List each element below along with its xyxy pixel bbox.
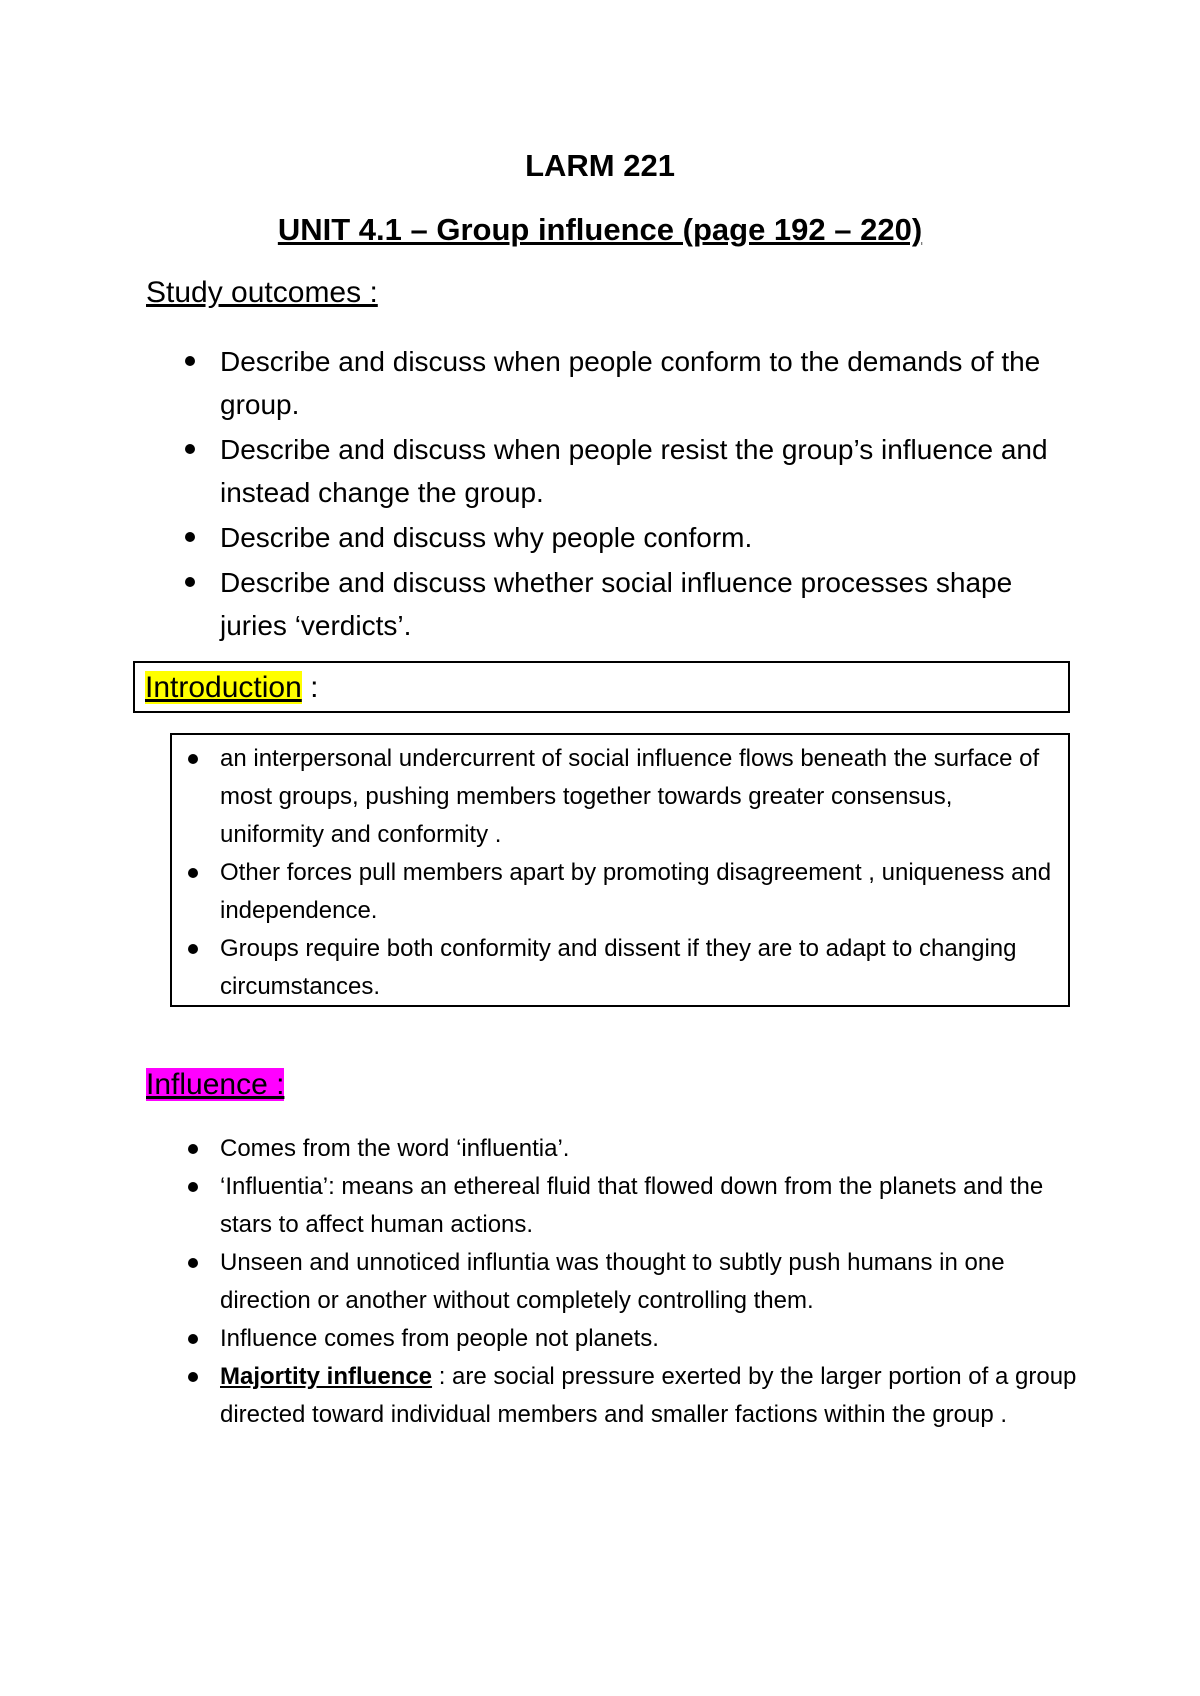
introduction-heading <box>145 671 318 705</box>
majority-influence-item <box>220 1358 1080 1434</box>
introduction-list <box>220 740 1060 1006</box>
list-item: an interpersonal undercurrent of social influence flows beneath the surface of most groups, pushing members together towards greater consensus, uniformity and conformity . <box>220 740 1060 854</box>
study-outcomes-heading: Study outcomes : <box>146 276 378 309</box>
list-item: Comes from the word ‘influentia’. <box>220 1130 1080 1168</box>
list-item: Describe and discuss when people resist the group’s influence and instead change the group. <box>220 428 1080 514</box>
introduction-heading-text: Introduction <box>145 671 302 704</box>
introduction-heading-colon: : <box>301 671 319 704</box>
unit-title: UNIT 4.1 – Group influence (page 192 – 220) <box>277 212 923 247</box>
course-code: LARM 221 <box>525 148 675 183</box>
list-item: Influence comes from people not planets. <box>220 1320 1080 1358</box>
influence-heading <box>146 1068 284 1102</box>
list-item: Describe and discuss when people conform to the demands of the group. <box>220 340 1080 426</box>
list-item: Other forces pull members apart by promoting disagreement , uniqueness and independence. <box>220 854 1060 930</box>
list-item: Describe and discuss whether social influence processes shape juries ‘verdicts’. <box>220 561 1080 647</box>
list-item: Groups require both conformity and dissent if they are to adapt to changing circumstances. <box>220 930 1060 1006</box>
influence-list <box>220 1130 1080 1434</box>
list-item: ‘Influentia’: means an ethereal fluid that flowed down from the planets and the stars to affect human actions. <box>220 1168 1080 1244</box>
list-item: Unseen and unnoticed influntia was thought to subtly push humans in one direction or another without completely controlling them. <box>220 1244 1080 1320</box>
majority-influence-term: Majortity influence <box>220 1363 433 1390</box>
list-item: Describe and discuss why people conform. <box>220 516 1080 559</box>
influence-heading-text: Influence : <box>146 1068 285 1101</box>
study-outcomes-list <box>220 340 1080 649</box>
majority-influence-definition: : are social pressure exerted by the larger portion of a group directed toward individual members and smaller factions within the group . <box>220 1363 1077 1428</box>
